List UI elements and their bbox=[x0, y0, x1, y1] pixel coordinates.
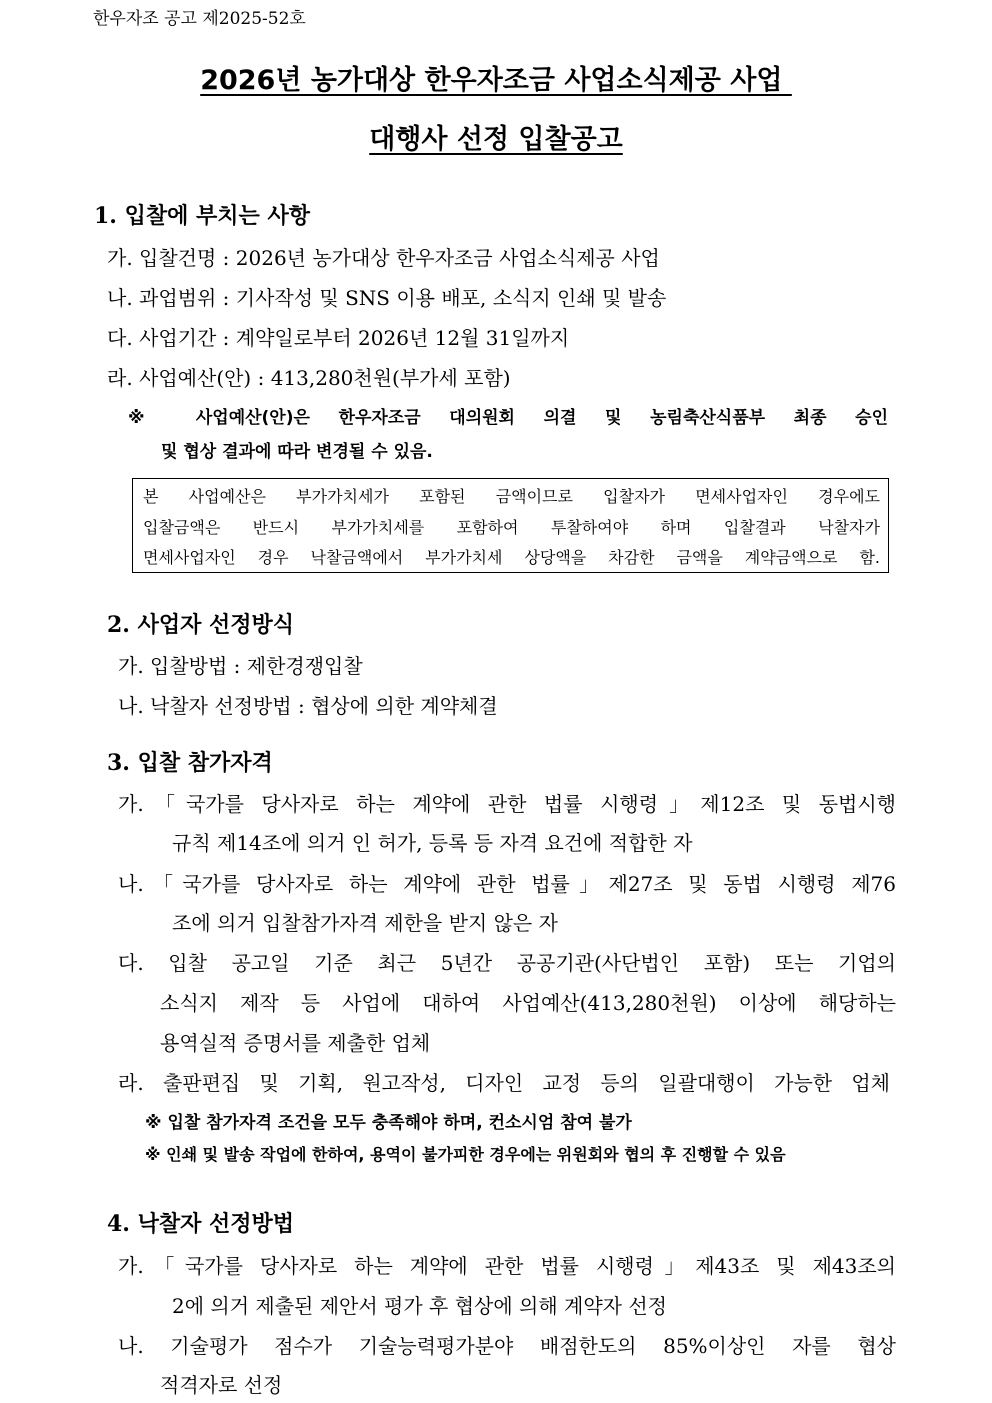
section1-item-ga: 가. 입찰건명 : 2026년 농가대상 한우자조금 사업소식제공 사업 bbox=[107, 246, 660, 270]
section4-heading: 4. 낙찰자 선정방법 bbox=[107, 1211, 295, 1237]
section4-item-ga-line1: 가.「국가를 당사자로 하는 계약에 관한 법률 시행령」제43조 및 제43조의 bbox=[118, 1254, 896, 1278]
vat-notice-line2: 입찰금액은 반드시 부가가치세를 포함하여 투찰하여야 하며 입찰결과 낙찰자가 bbox=[143, 518, 880, 537]
section3-note1: ※ 입찰 참가자격 조건을 모두 충족해야 하며, 컨소시엄 참여 불가 bbox=[145, 1113, 632, 1133]
section1-item-da: 다. 사업기간 : 계약일로부터 2026년 12월 31일까지 bbox=[107, 326, 570, 350]
section2-heading: 2. 사업자 선정방식 bbox=[107, 612, 295, 638]
section3-item-ra: 라. 출판편집 및 기획, 원고작성, 디자인 교정 등의 일괄대행이 가능한 업체 bbox=[118, 1071, 890, 1095]
vat-notice-line3: 면세사업자인 경우 낙찰금액에서 부가가치세 상당액을 차감한 금액을 계약금액으로 함. bbox=[143, 548, 880, 567]
section3-item-na-line1: 나.「국가를 당사자로 하는 계약에 관한 법률」제27조 및 동법 시행령 제76 bbox=[118, 872, 896, 896]
page-title-line1: 2026년 농가대상 한우자조금 사업소식제공 사업 bbox=[200, 65, 792, 96]
section1-item-na: 나. 과업범위 : 기사작성 및 SNS 이용 배포, 소식지 인쇄 및 발송 bbox=[107, 286, 667, 310]
section3-item-ga-line1: 가.「국가를 당사자로 하는 계약에 관한 법률 시행령」제12조 및 동법시행 bbox=[118, 792, 896, 816]
section4-item-ga-line2: 2에 의거 제출된 제안서 평가 후 협상에 의해 계약자 선정 bbox=[172, 1294, 667, 1318]
document-number: 한우자조 공고 제2025-52호 bbox=[93, 9, 306, 29]
page-title-line2: 대행사 선정 입찰공고 bbox=[369, 124, 623, 155]
section4-item-na-line1: 나. 기술평가 점수가 기술능력평가분야 배점한도의 85%이상인 자를 협상 bbox=[118, 1334, 896, 1358]
section3-item-da-line2: 소식지 제작 등 사업에 대하여 사업예산(413,280천원) 이상에 해당하는 bbox=[160, 991, 896, 1015]
budget-note-line2: 및 협상 결과에 따라 변경될 수 있음. bbox=[161, 442, 433, 462]
vat-notice-box bbox=[132, 478, 889, 573]
section3-item-na-line2: 조에 의거 입찰참가자격 제한을 받지 않은 자 bbox=[172, 911, 558, 935]
section1-heading: 1. 입찰에 부치는 사항 bbox=[94, 203, 310, 229]
vat-notice-line1: 본 사업예산은 부가가치세가 포함된 금액이므로 입찰자가 면세사업자인 경우에도 bbox=[143, 487, 880, 506]
section1-item-ra: 라. 사업예산(안) : 413,280천원(부가세 포함) bbox=[107, 366, 511, 390]
section3-item-da-line3: 용역실적 증명서를 제출한 업체 bbox=[160, 1031, 431, 1055]
section2-item-na: 나. 낙찰자 선정방법 : 협상에 의한 계약체결 bbox=[118, 694, 498, 718]
budget-note-line1: ※ 사업예산(안)은 한우자조금 대의원회 의결 및 농림축산식품부 최종 승인 bbox=[128, 408, 888, 428]
section3-item-ga-line2: 규칙 제14조에 의거 인 허가, 등록 등 자격 요건에 적합한 자 bbox=[172, 831, 693, 855]
section3-item-da-line1: 다. 입찰 공고일 기준 최근 5년간 공공기관(사단법인 포함) 또는 기업의 bbox=[118, 951, 896, 975]
section3-heading: 3. 입찰 참가자격 bbox=[107, 750, 273, 776]
section4-item-na-line2: 적격자로 선정 bbox=[160, 1373, 283, 1397]
section2-item-ga: 가. 입찰방법 : 제한경쟁입찰 bbox=[118, 654, 363, 678]
section3-note2: ※ 인쇄 및 발송 작업에 한하여, 용역이 불가피한 경우에는 위원회와 협의 후 진행할 수 있음 bbox=[145, 1145, 786, 1164]
